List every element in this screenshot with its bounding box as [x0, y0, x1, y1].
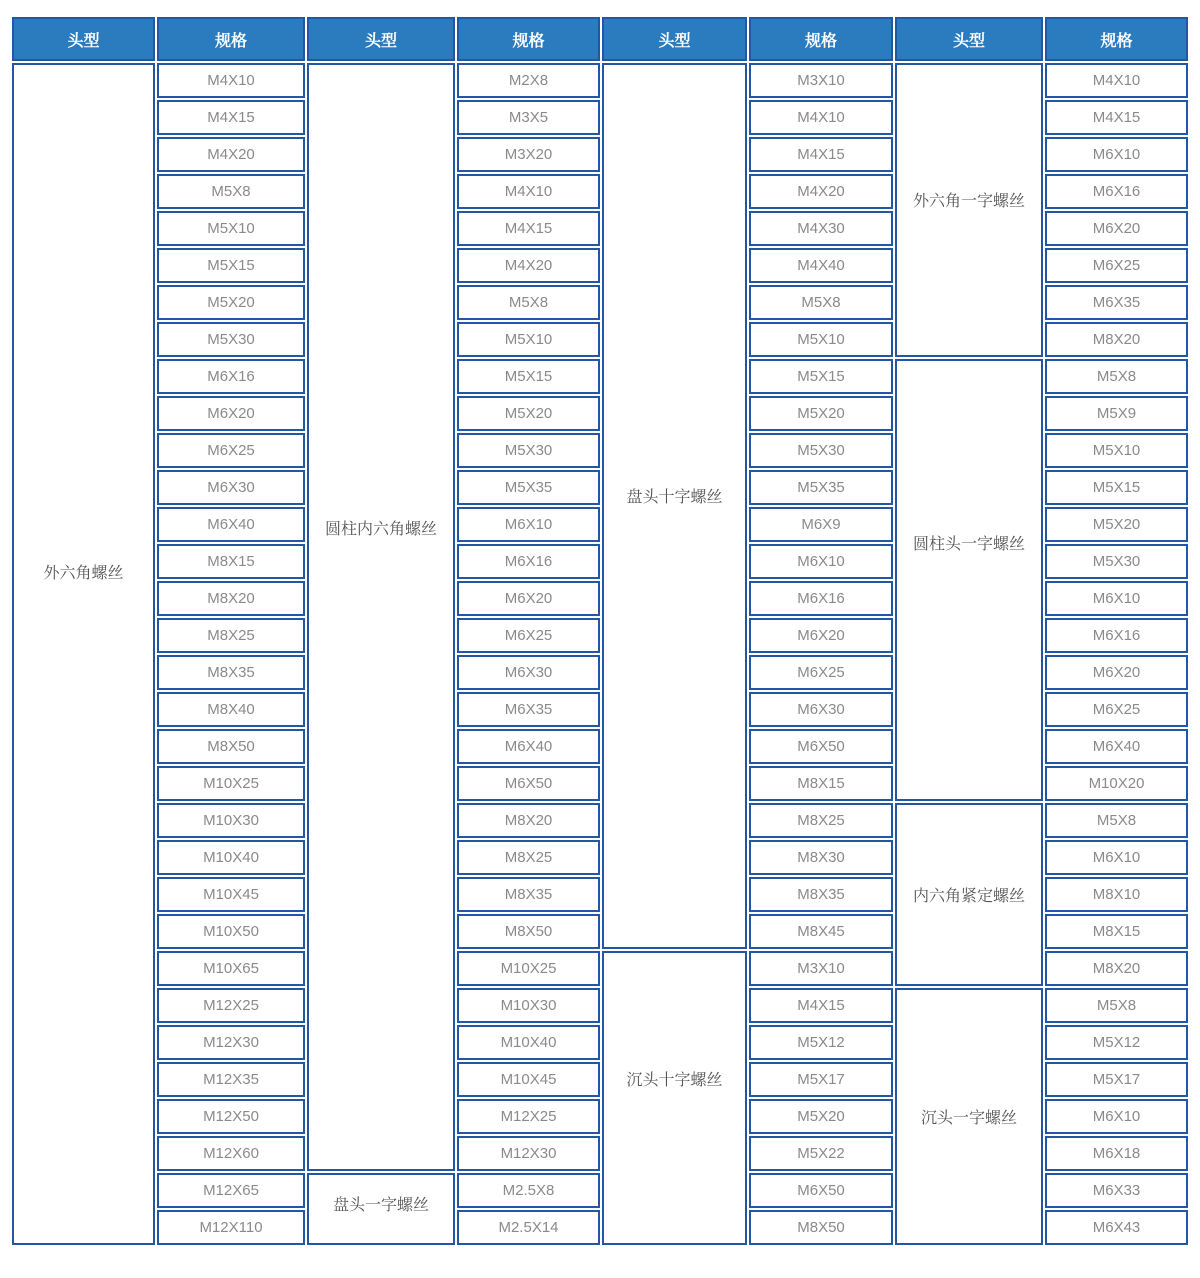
- spec-cell: M6X25: [157, 433, 305, 468]
- spec-cell: M8X50: [457, 914, 600, 949]
- spec-cell: M5X22: [749, 1136, 893, 1171]
- spec-cell: M6X20: [1045, 655, 1188, 690]
- spec-cell: M3X20: [457, 137, 600, 172]
- spec-cell: M10X25: [457, 951, 600, 986]
- spec-cell: M6X40: [457, 729, 600, 764]
- spec-cell: M10X25: [157, 766, 305, 801]
- spec-cell: M8X35: [457, 877, 600, 912]
- spec-cell: M6X20: [1045, 211, 1188, 246]
- column-header: 头型: [307, 17, 455, 61]
- spec-cell: M5X20: [157, 285, 305, 320]
- spec-cell: M6X33: [1045, 1173, 1188, 1208]
- spec-cell: M8X35: [157, 655, 305, 690]
- spec-cell: M6X16: [157, 359, 305, 394]
- spec-cell: M5X20: [457, 396, 600, 431]
- spec-cell: M6X9: [749, 507, 893, 542]
- spec-cell: M5X10: [457, 322, 600, 357]
- spec-cell: M6X16: [1045, 618, 1188, 653]
- spec-cell: M10X45: [157, 877, 305, 912]
- header-row: [12, 17, 1188, 61]
- column-header: 规格: [457, 17, 600, 61]
- spec-cell: M12X30: [457, 1136, 600, 1171]
- table-row: [12, 63, 1188, 98]
- column-header: 头型: [12, 17, 155, 61]
- spec-cell: M5X15: [157, 248, 305, 283]
- spec-cell: M6X10: [1045, 137, 1188, 172]
- column-header: 规格: [1045, 17, 1188, 61]
- spec-cell: M10X65: [157, 951, 305, 986]
- spec-cell: M10X50: [157, 914, 305, 949]
- spec-cell: M5X15: [749, 359, 893, 394]
- head-type-cell: 圆柱头一字螺丝: [895, 359, 1043, 801]
- spec-cell: M8X20: [1045, 951, 1188, 986]
- spec-cell: M12X65: [157, 1173, 305, 1208]
- spec-cell: M12X25: [457, 1099, 600, 1134]
- spec-cell: M4X15: [457, 211, 600, 246]
- spec-cell: M8X15: [1045, 914, 1188, 949]
- spec-cell: M6X20: [457, 581, 600, 616]
- spec-cell: M12X30: [157, 1025, 305, 1060]
- spec-cell: M5X35: [749, 470, 893, 505]
- spec-cell: M4X40: [749, 248, 893, 283]
- spec-cell: M8X10: [1045, 877, 1188, 912]
- spec-cell: M5X10: [749, 322, 893, 357]
- spec-cell: M8X15: [749, 766, 893, 801]
- spec-cell: M12X60: [157, 1136, 305, 1171]
- head-type-cell: 内六角紧定螺丝: [895, 803, 1043, 986]
- spec-cell: M6X35: [1045, 285, 1188, 320]
- spec-cell: M4X10: [157, 63, 305, 98]
- spec-cell: M3X5: [457, 100, 600, 135]
- spec-cell: M8X30: [749, 840, 893, 875]
- spec-cell: M4X15: [1045, 100, 1188, 135]
- spec-cell: M10X45: [457, 1062, 600, 1097]
- table-row: [12, 988, 1188, 1023]
- spec-cell: M5X9: [1045, 396, 1188, 431]
- spec-cell: M6X30: [749, 692, 893, 727]
- spec-cell: M6X25: [1045, 248, 1188, 283]
- spec-cell: M5X8: [457, 285, 600, 320]
- spec-cell: M6X30: [457, 655, 600, 690]
- spec-cell: M6X25: [457, 618, 600, 653]
- spec-cell: M8X35: [749, 877, 893, 912]
- spec-cell: M8X45: [749, 914, 893, 949]
- spec-cell: M6X30: [157, 470, 305, 505]
- spec-cell: M5X30: [457, 433, 600, 468]
- spec-cell: M8X15: [157, 544, 305, 579]
- head-type-cell: 外六角螺丝: [12, 63, 155, 1245]
- spec-cell: M5X8: [1045, 988, 1188, 1023]
- head-type-cell: 沉头一字螺丝: [895, 988, 1043, 1245]
- spec-cell: M5X12: [1045, 1025, 1188, 1060]
- spec-cell: M2.5X8: [457, 1173, 600, 1208]
- spec-cell: M10X20: [1045, 766, 1188, 801]
- spec-cell: M10X40: [457, 1025, 600, 1060]
- spec-cell: M12X110: [157, 1210, 305, 1245]
- spec-cell: M6X50: [457, 766, 600, 801]
- spec-cell: M4X15: [749, 137, 893, 172]
- spec-cell: M5X17: [749, 1062, 893, 1097]
- spec-cell: M5X8: [157, 174, 305, 209]
- spec-cell: M12X50: [157, 1099, 305, 1134]
- spec-cell: M6X10: [1045, 840, 1188, 875]
- screw-spec-table: [10, 15, 1190, 1247]
- spec-cell: M4X10: [457, 174, 600, 209]
- column-header: 头型: [895, 17, 1043, 61]
- spec-cell: M6X20: [157, 396, 305, 431]
- spec-cell: M5X30: [749, 433, 893, 468]
- spec-cell: M8X50: [749, 1210, 893, 1245]
- table-row: [12, 803, 1188, 838]
- spec-cell: M5X8: [1045, 359, 1188, 394]
- spec-cell: M4X20: [157, 137, 305, 172]
- spec-cell: M8X40: [157, 692, 305, 727]
- spec-cell: M8X25: [157, 618, 305, 653]
- spec-cell: M4X30: [749, 211, 893, 246]
- spec-cell: M6X16: [749, 581, 893, 616]
- spec-cell: M3X10: [749, 63, 893, 98]
- spec-cell: M5X8: [749, 285, 893, 320]
- spec-cell: M6X16: [1045, 174, 1188, 209]
- spec-cell: M5X20: [749, 396, 893, 431]
- spec-cell: M6X35: [457, 692, 600, 727]
- spec-cell: M12X25: [157, 988, 305, 1023]
- spec-cell: M3X10: [749, 951, 893, 986]
- spec-cell: M6X10: [1045, 1099, 1188, 1134]
- spec-cell: M4X10: [749, 100, 893, 135]
- spec-cell: M8X50: [157, 729, 305, 764]
- spec-cell: M5X15: [1045, 470, 1188, 505]
- spec-cell: M6X50: [749, 729, 893, 764]
- spec-cell: M2X8: [457, 63, 600, 98]
- spec-cell: M5X20: [749, 1099, 893, 1134]
- spec-cell: M4X15: [749, 988, 893, 1023]
- column-header: 规格: [749, 17, 893, 61]
- spec-cell: M5X30: [1045, 544, 1188, 579]
- spec-cell: M6X40: [157, 507, 305, 542]
- spec-cell: M6X10: [749, 544, 893, 579]
- spec-cell: M6X20: [749, 618, 893, 653]
- spec-cell: M8X25: [749, 803, 893, 838]
- spec-cell: M5X8: [1045, 803, 1188, 838]
- spec-cell: M12X35: [157, 1062, 305, 1097]
- spec-cell: M5X17: [1045, 1062, 1188, 1097]
- spec-cell: M8X20: [1045, 322, 1188, 357]
- spec-cell: M5X10: [1045, 433, 1188, 468]
- spec-cell: M10X30: [157, 803, 305, 838]
- spec-cell: M10X40: [157, 840, 305, 875]
- spec-cell: M6X18: [1045, 1136, 1188, 1171]
- spec-cell: M5X15: [457, 359, 600, 394]
- spec-cell: M2.5X14: [457, 1210, 600, 1245]
- spec-cell: M6X16: [457, 544, 600, 579]
- spec-cell: M5X10: [157, 211, 305, 246]
- head-type-cell: 外六角一字螺丝: [895, 63, 1043, 357]
- spec-cell: M4X10: [1045, 63, 1188, 98]
- spec-cell: M8X25: [457, 840, 600, 875]
- spec-cell: M10X30: [457, 988, 600, 1023]
- head-type-cell: 沉头十字螺丝: [602, 951, 747, 1245]
- spec-cell: M6X25: [1045, 692, 1188, 727]
- head-type-cell: 圆柱内六角螺丝: [307, 63, 455, 1171]
- column-header: 头型: [602, 17, 747, 61]
- spec-cell: M4X20: [749, 174, 893, 209]
- spec-cell: M6X43: [1045, 1210, 1188, 1245]
- spec-cell: M4X15: [157, 100, 305, 135]
- spec-cell: M5X12: [749, 1025, 893, 1060]
- spec-cell: M6X10: [1045, 581, 1188, 616]
- spec-cell: M5X20: [1045, 507, 1188, 542]
- spec-cell: M4X20: [457, 248, 600, 283]
- spec-cell: M8X20: [457, 803, 600, 838]
- spec-cell: M8X20: [157, 581, 305, 616]
- spec-cell: M6X50: [749, 1173, 893, 1208]
- head-type-cell: 盘头十字螺丝: [602, 63, 747, 949]
- table-row: [12, 359, 1188, 394]
- spec-cell: M6X40: [1045, 729, 1188, 764]
- spec-cell: M5X35: [457, 470, 600, 505]
- spec-cell: M6X25: [749, 655, 893, 690]
- head-type-cell: 盘头一字螺丝: [307, 1173, 455, 1245]
- spec-cell: M6X10: [457, 507, 600, 542]
- column-header: 规格: [157, 17, 305, 61]
- spec-cell: M5X30: [157, 322, 305, 357]
